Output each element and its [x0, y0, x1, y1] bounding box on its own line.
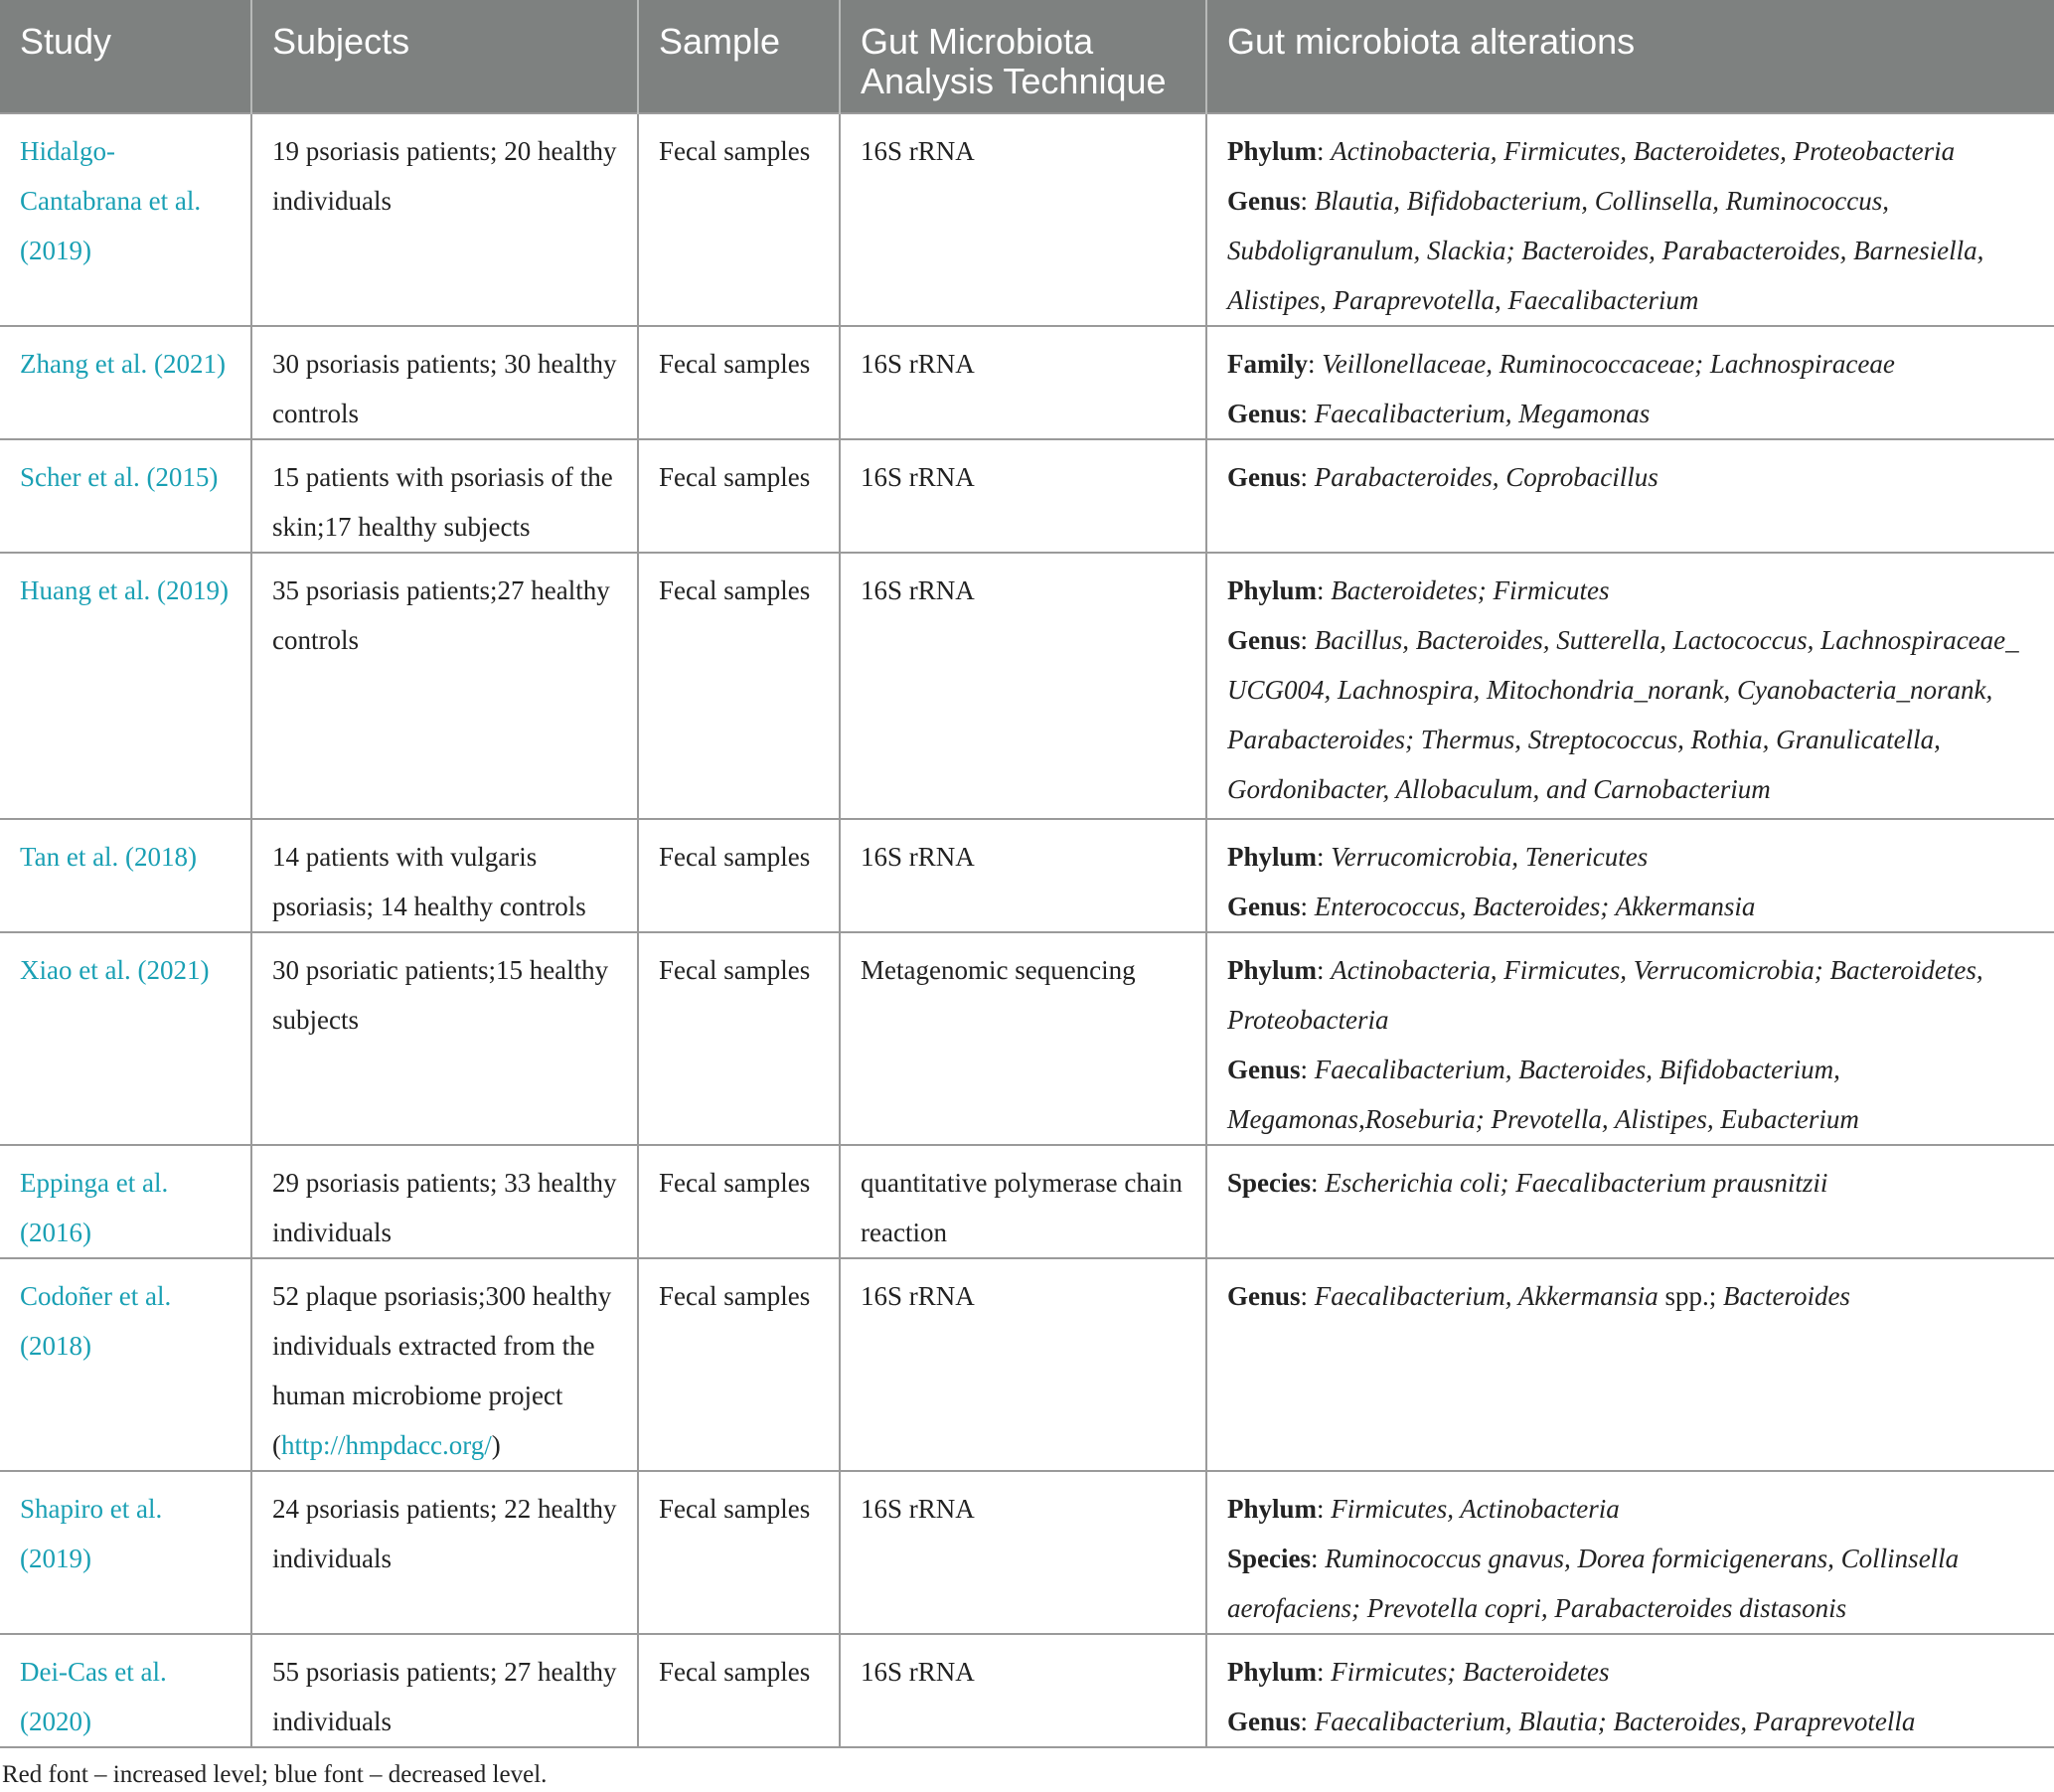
alteration-line — [1227, 615, 2036, 814]
taxa-list: Enterococcus, Bacteroides; Akkermansia — [1314, 892, 1756, 921]
taxonomic-rank: Phylum — [1227, 136, 1318, 166]
taxa-list: Actinobacteria, Firmicutes, Bacteroidetes, Proteobacteria — [1331, 136, 1956, 166]
taxonomic-rank: Phylum — [1227, 575, 1318, 605]
alteration-line — [1227, 566, 2036, 615]
alterations-cell — [1206, 819, 2054, 932]
subjects-text: 29 psoriasis patients; 33 healthy individuals — [272, 1168, 617, 1247]
taxonomic-rank: Genus — [1227, 399, 1301, 428]
subjects-cell — [251, 1471, 638, 1634]
alteration-line — [1227, 1271, 2036, 1321]
taxa-list: Bacteroidetes; Firmicutes — [1331, 575, 1610, 605]
study-cell — [0, 1471, 251, 1634]
taxonomic-rank: Genus — [1227, 625, 1301, 655]
alterations-cell — [1206, 1634, 2054, 1747]
rank-separator: : — [1308, 349, 1323, 379]
technique-cell: 16S rRNA — [840, 1471, 1206, 1634]
alteration-line — [1227, 832, 2036, 882]
study-cell — [0, 439, 251, 553]
table-row — [0, 113, 2054, 326]
sample-cell: Fecal samples — [638, 553, 840, 819]
rank-separator: : — [1300, 1055, 1315, 1084]
taxa-list: Actinobacteria, Firmicutes, Verrucomicrobia; Bacteroidetes, Proteobacteria — [1227, 955, 1983, 1035]
study-citation-link[interactable]: Scher et al. (2015) — [20, 462, 219, 492]
rank-separator: : — [1300, 1281, 1315, 1311]
sample-cell: Fecal samples — [638, 439, 840, 553]
taxonomic-rank: Genus — [1227, 1055, 1301, 1084]
study-citation-link[interactable]: Zhang et al. (2021) — [20, 349, 226, 379]
alterations-cell — [1206, 439, 2054, 553]
study-cell — [0, 553, 251, 819]
subjects-text-end: ) — [491, 1430, 501, 1460]
table-row — [0, 553, 2054, 819]
subjects-text: 15 patients with psoriasis of the skin;17 healthy subjects — [272, 462, 613, 542]
study-cell — [0, 1145, 251, 1258]
table-row — [0, 1471, 2054, 1634]
taxa-list: Verrucomicrobia, Tenericutes — [1331, 842, 1649, 872]
rank-separator: : — [1311, 1168, 1326, 1198]
rank-separator: : — [1317, 136, 1332, 166]
taxa-list: Faecalibacterium, Akkermansia — [1314, 1281, 1659, 1311]
study-citation-link[interactable]: Shapiro et al. (2019) — [20, 1494, 163, 1573]
table-header — [0, 0, 2054, 113]
taxonomic-rank: Phylum — [1227, 955, 1318, 985]
rank-separator: : — [1300, 462, 1315, 492]
study-cell — [0, 932, 251, 1145]
technique-cell: quantitative polymerase chain reaction — [840, 1145, 1206, 1258]
alteration-line — [1227, 452, 2036, 502]
alterations-cell — [1206, 553, 2054, 819]
taxonomic-rank: Species — [1227, 1544, 1311, 1573]
taxonomic-rank: Genus — [1227, 892, 1301, 921]
taxa-list: Faecalibacterium, Bacteroides, Bifidobacterium, Megamonas,Roseburia; Prevotella, Alistipes, Eubacterium — [1227, 1055, 1859, 1134]
taxa-list: Firmicutes; Bacteroidetes — [1331, 1657, 1610, 1687]
study-citation-link[interactable]: Huang et al. (2019) — [20, 575, 229, 605]
taxa-list: Parabacteroides, Coprobacillus — [1314, 462, 1659, 492]
study-citation-link[interactable]: Tan et al. (2018) — [20, 842, 198, 872]
table-row — [0, 439, 2054, 553]
subjects-text: 30 psoriatic patients;15 healthy subjects — [272, 955, 609, 1035]
subjects-text: 24 psoriasis patients; 22 healthy individuals — [272, 1494, 617, 1573]
sample-cell: Fecal samples — [638, 1471, 840, 1634]
header-alterations: Gut microbiota alterations — [1206, 0, 2054, 113]
taxa-list: Firmicutes, Actinobacteria — [1331, 1494, 1620, 1524]
subjects-cell — [251, 819, 638, 932]
study-citation-link[interactable]: Hidalgo-Cantabrana et al. (2019) — [20, 136, 202, 265]
alteration-line — [1227, 389, 2036, 438]
table-row — [0, 819, 2054, 932]
table-row — [0, 1258, 2054, 1471]
rank-separator: : — [1300, 186, 1315, 216]
subjects-cell — [251, 1634, 638, 1747]
study-cell — [0, 819, 251, 932]
header-technique: Gut Microbiota Analysis Technique — [840, 0, 1206, 113]
alteration-line — [1227, 1534, 2036, 1633]
rank-separator: : — [1300, 625, 1315, 655]
taxa-list: Blautia, Bifidobacterium, Collinsella, Ruminococcus, Subdoligranulum, Slackia; Bacteroides, Parabacteroides, Barnesiella, Alistipes, Paraprevotella, Faecalibacterium — [1227, 186, 1984, 315]
taxonomic-rank: Phylum — [1227, 1494, 1318, 1524]
rank-separator: : — [1317, 1494, 1332, 1524]
taxonomic-rank: Genus — [1227, 1707, 1301, 1736]
taxonomic-rank: Genus — [1227, 1281, 1301, 1311]
table-row — [0, 326, 2054, 439]
subjects-text: 19 psoriasis patients; 20 healthy individuals — [272, 136, 617, 216]
subjects-text: 14 patients with vulgaris psoriasis; 14 healthy controls — [272, 842, 586, 921]
header-row — [0, 0, 2054, 113]
subjects-cell — [251, 1145, 638, 1258]
technique-cell: 16S rRNA — [840, 1258, 1206, 1471]
taxa-suffix: spp.; — [1658, 1281, 1717, 1311]
subjects-text: 52 plaque psoriasis;300 healthy individuals extracted from the human microbiome project ( — [272, 1281, 612, 1460]
sample-cell: Fecal samples — [638, 326, 840, 439]
alteration-line — [1227, 1158, 2036, 1208]
subjects-cell — [251, 553, 638, 819]
technique-cell: 16S rRNA — [840, 326, 1206, 439]
alterations-cell — [1206, 1258, 2054, 1471]
study-citation-link[interactable]: Dei-Cas et al. (2020) — [20, 1657, 167, 1736]
study-cell — [0, 326, 251, 439]
study-cell — [0, 113, 251, 326]
taxonomic-rank: Family — [1227, 349, 1308, 379]
technique-cell: 16S rRNA — [840, 113, 1206, 326]
alteration-line — [1227, 1045, 2036, 1144]
sample-cell: Fecal samples — [638, 1634, 840, 1747]
header-study: Study — [20, 21, 112, 62]
table-row — [0, 1634, 2054, 1747]
rank-separator: : — [1317, 955, 1332, 985]
subjects-cell — [251, 439, 638, 553]
subjects-text: 30 psoriasis patients; 30 healthy controls — [272, 349, 617, 428]
alteration-line — [1227, 126, 2036, 176]
technique-cell: 16S rRNA — [840, 439, 1206, 553]
rank-separator: : — [1317, 842, 1332, 872]
rank-separator: : — [1300, 1707, 1315, 1736]
technique-cell: 16S rRNA — [840, 819, 1206, 932]
alteration-line — [1227, 1647, 2036, 1697]
taxonomic-rank: Phylum — [1227, 842, 1318, 872]
table-row — [0, 932, 2054, 1145]
taxonomic-rank: Genus — [1227, 462, 1301, 492]
alteration-line — [1227, 882, 2036, 931]
subjects-cell — [251, 326, 638, 439]
table-row — [0, 1145, 2054, 1258]
taxa-list: Bacillus, Bacteroides, Sutterella, Lactococcus, Lachnospiraceae_ UCG004, Lachnospira, Mitochondria_norank, Cyanobacteria_norank, Parabacteroides; Thermus, Streptococcus, Rothia, Granulicatella, Gordonibacter, Allobaculum, and Carnobacterium — [1227, 625, 2019, 804]
alteration-line — [1227, 1697, 2036, 1746]
study-citation-link[interactable]: Xiao et al. (2021) — [20, 955, 210, 985]
alteration-line — [1227, 1484, 2036, 1534]
study-cell — [0, 1258, 251, 1471]
subjects-cell — [251, 1258, 638, 1471]
taxa-list: Faecalibacterium, Blautia; Bacteroides, Paraprevotella — [1314, 1707, 1916, 1736]
alteration-line — [1227, 945, 2036, 1045]
rank-separator: : — [1317, 1657, 1332, 1687]
rank-separator: : — [1311, 1544, 1326, 1573]
study-citation-link[interactable]: Codoñer et al. (2018) — [20, 1281, 172, 1361]
sample-cell: Fecal samples — [638, 819, 840, 932]
sample-cell: Fecal samples — [638, 1258, 840, 1471]
taxa-list-extra: Bacteroides — [1716, 1281, 1850, 1311]
study-citation-link[interactable]: Eppinga et al. (2016) — [20, 1168, 169, 1247]
table-body — [0, 113, 2054, 1747]
rank-separator: : — [1300, 399, 1315, 428]
hmp-url-link[interactable]: http://hmpdacc.org/ — [281, 1430, 492, 1460]
rank-separator: : — [1300, 892, 1315, 921]
subjects-cell — [251, 932, 638, 1145]
taxa-list: Ruminococcus gnavus, Dorea formicigenerans, Collinsella aerofaciens; Prevotella copri, Parabacteroides distasonis — [1227, 1544, 1960, 1623]
alterations-cell — [1206, 1145, 2054, 1258]
table-footnote: Red font – increased level; blue font – decreased level. — [2, 1761, 548, 1788]
subjects-text: 55 psoriasis patients; 27 healthy individuals — [272, 1657, 617, 1736]
technique-cell: 16S rRNA — [840, 553, 1206, 819]
taxa-list: Escherichia coli; Faecalibacterium prausnitzii — [1325, 1168, 1828, 1198]
technique-cell: 16S rRNA — [840, 1634, 1206, 1747]
sample-cell: Fecal samples — [638, 113, 840, 326]
taxonomic-rank: Species — [1227, 1168, 1311, 1198]
taxonomic-rank: Genus — [1227, 186, 1301, 216]
rank-separator: : — [1317, 575, 1332, 605]
alterations-cell — [1206, 1471, 2054, 1634]
sample-cell: Fecal samples — [638, 1145, 840, 1258]
header-sample: Sample — [638, 0, 840, 113]
alteration-line — [1227, 176, 2036, 325]
taxonomic-rank: Phylum — [1227, 1657, 1318, 1687]
taxa-list: Faecalibacterium, Megamonas — [1314, 399, 1651, 428]
study-cell — [0, 1634, 251, 1747]
header-subjects: Subjects — [251, 0, 638, 113]
taxa-list: Veillonellaceae, Ruminococcaceae; Lachnospiraceae — [1322, 349, 1895, 379]
alterations-cell — [1206, 113, 2054, 326]
alteration-line — [1227, 339, 2036, 389]
technique-cell: Metagenomic sequencing — [840, 932, 1206, 1145]
alterations-cell — [1206, 932, 2054, 1145]
sample-cell: Fecal samples — [638, 932, 840, 1145]
subjects-cell — [251, 113, 638, 326]
alterations-cell — [1206, 326, 2054, 439]
subjects-text: 35 psoriasis patients;27 healthy controls — [272, 575, 610, 655]
